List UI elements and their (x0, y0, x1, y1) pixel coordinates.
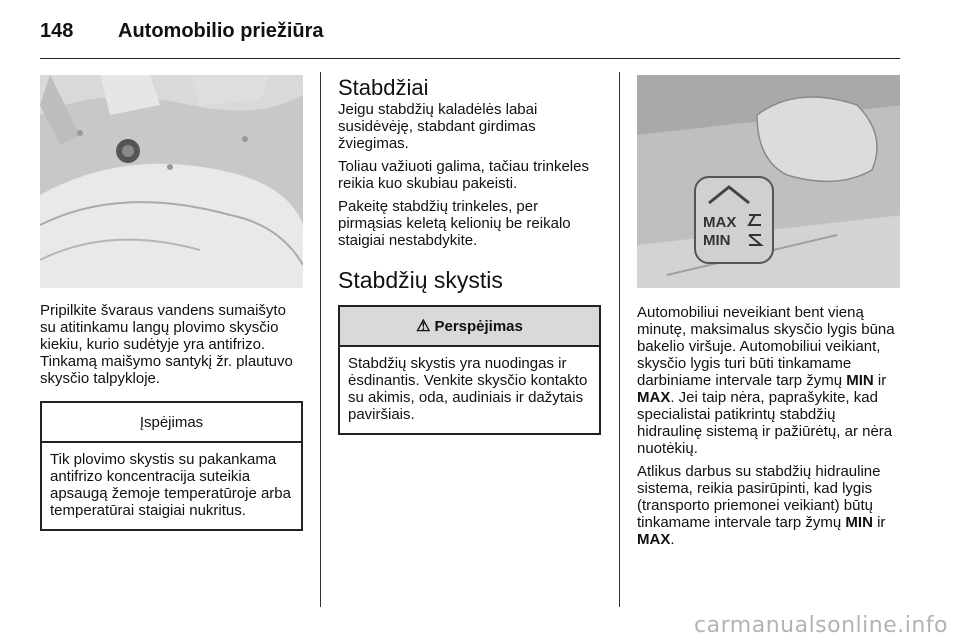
washer-fluid-text: Pripilkite švaraus vandens sumaišyto su atitinkamu langų plovimo skysčio kiekiu, kurio sudėtyje yra antifrizo. Tinkamą maišymo santykį žr. plautuvo skysčio talpykloje. (40, 302, 293, 387)
warning-box (338, 305, 601, 435)
notice-box (40, 401, 303, 531)
max-mark-label: MAX (703, 214, 737, 231)
warning-triangle-icon: ⚠ (416, 318, 431, 335)
brake-fluid-level-text: Automobiliui neveikiant bent vieną minutę, maksimalus skysčio lygis būna bakelio viršuje. Automobiliui veikiant, skysčio lygis turi būti tinkamame darbiniame intervale tarp žymų MIN ir MAX. Jei taip nėra, paprašykite, kad specialistai patikrintų stabdžių hidraulinę sistemą ir pažiūrėtų, ar nėra nuotėkių. (637, 304, 895, 457)
brakes-paragraph-1: Jeigu stabdžių kaladėlės labai susidėvėję, stabdant girdimas žviegimas. (338, 101, 538, 152)
brakes-heading: Stabdžiai (338, 75, 429, 100)
page-header (40, 20, 910, 60)
min-mark-label: MIN (703, 232, 731, 249)
brake-fluid-service-text: Atlikus darbus su stabdžių hidrauline sistema, reikia pasirūpinti, kad lygis (transporto priemonei veikiant) būtų tinkamame intervale tarp žymų MIN ir MAX. (637, 463, 886, 548)
page-title: Automobilio priežiūra (118, 20, 324, 42)
washer-reservoir-image (40, 75, 303, 288)
column-3 (637, 75, 903, 548)
warning-body: Stabdžių skystis yra nuodingas ir ėsdinantis. Venkite skysčio kontakto su akimis, oda, audiniais ir dažytais paviršiais. (348, 355, 588, 423)
watermark: carmanualsonline.info (694, 613, 948, 638)
brake-fluid-reservoir-image (637, 75, 900, 288)
column-divider-2 (619, 72, 620, 607)
column-1 (40, 75, 303, 531)
warning-title: Perspėjimas (434, 317, 523, 335)
warning-header (340, 307, 599, 347)
notice-title: Įspėjimas (42, 403, 301, 443)
column-divider-1 (320, 72, 321, 607)
column-2 (338, 75, 601, 435)
brakes-paragraph-2: Toliau važiuoti galima, tačiau trinkeles reikia kuo skubiau pakeisti. (338, 158, 589, 192)
header-rule (40, 58, 900, 59)
brakes-paragraph-3: Pakeitę stabdžių trinkeles, per pirmąsias keletą kelionių be reikalo staigiai nestabdykite. (338, 198, 571, 249)
page-number: 148 (40, 20, 74, 42)
notice-body: Tik plovimo skystis su pakankama antifrizo koncentracija suteikia apsaugą žemoje temperatūroje arba temperatūrai staigiai nukritus. (50, 451, 291, 519)
brake-fluid-heading: Stabdžių skystis (338, 267, 503, 293)
